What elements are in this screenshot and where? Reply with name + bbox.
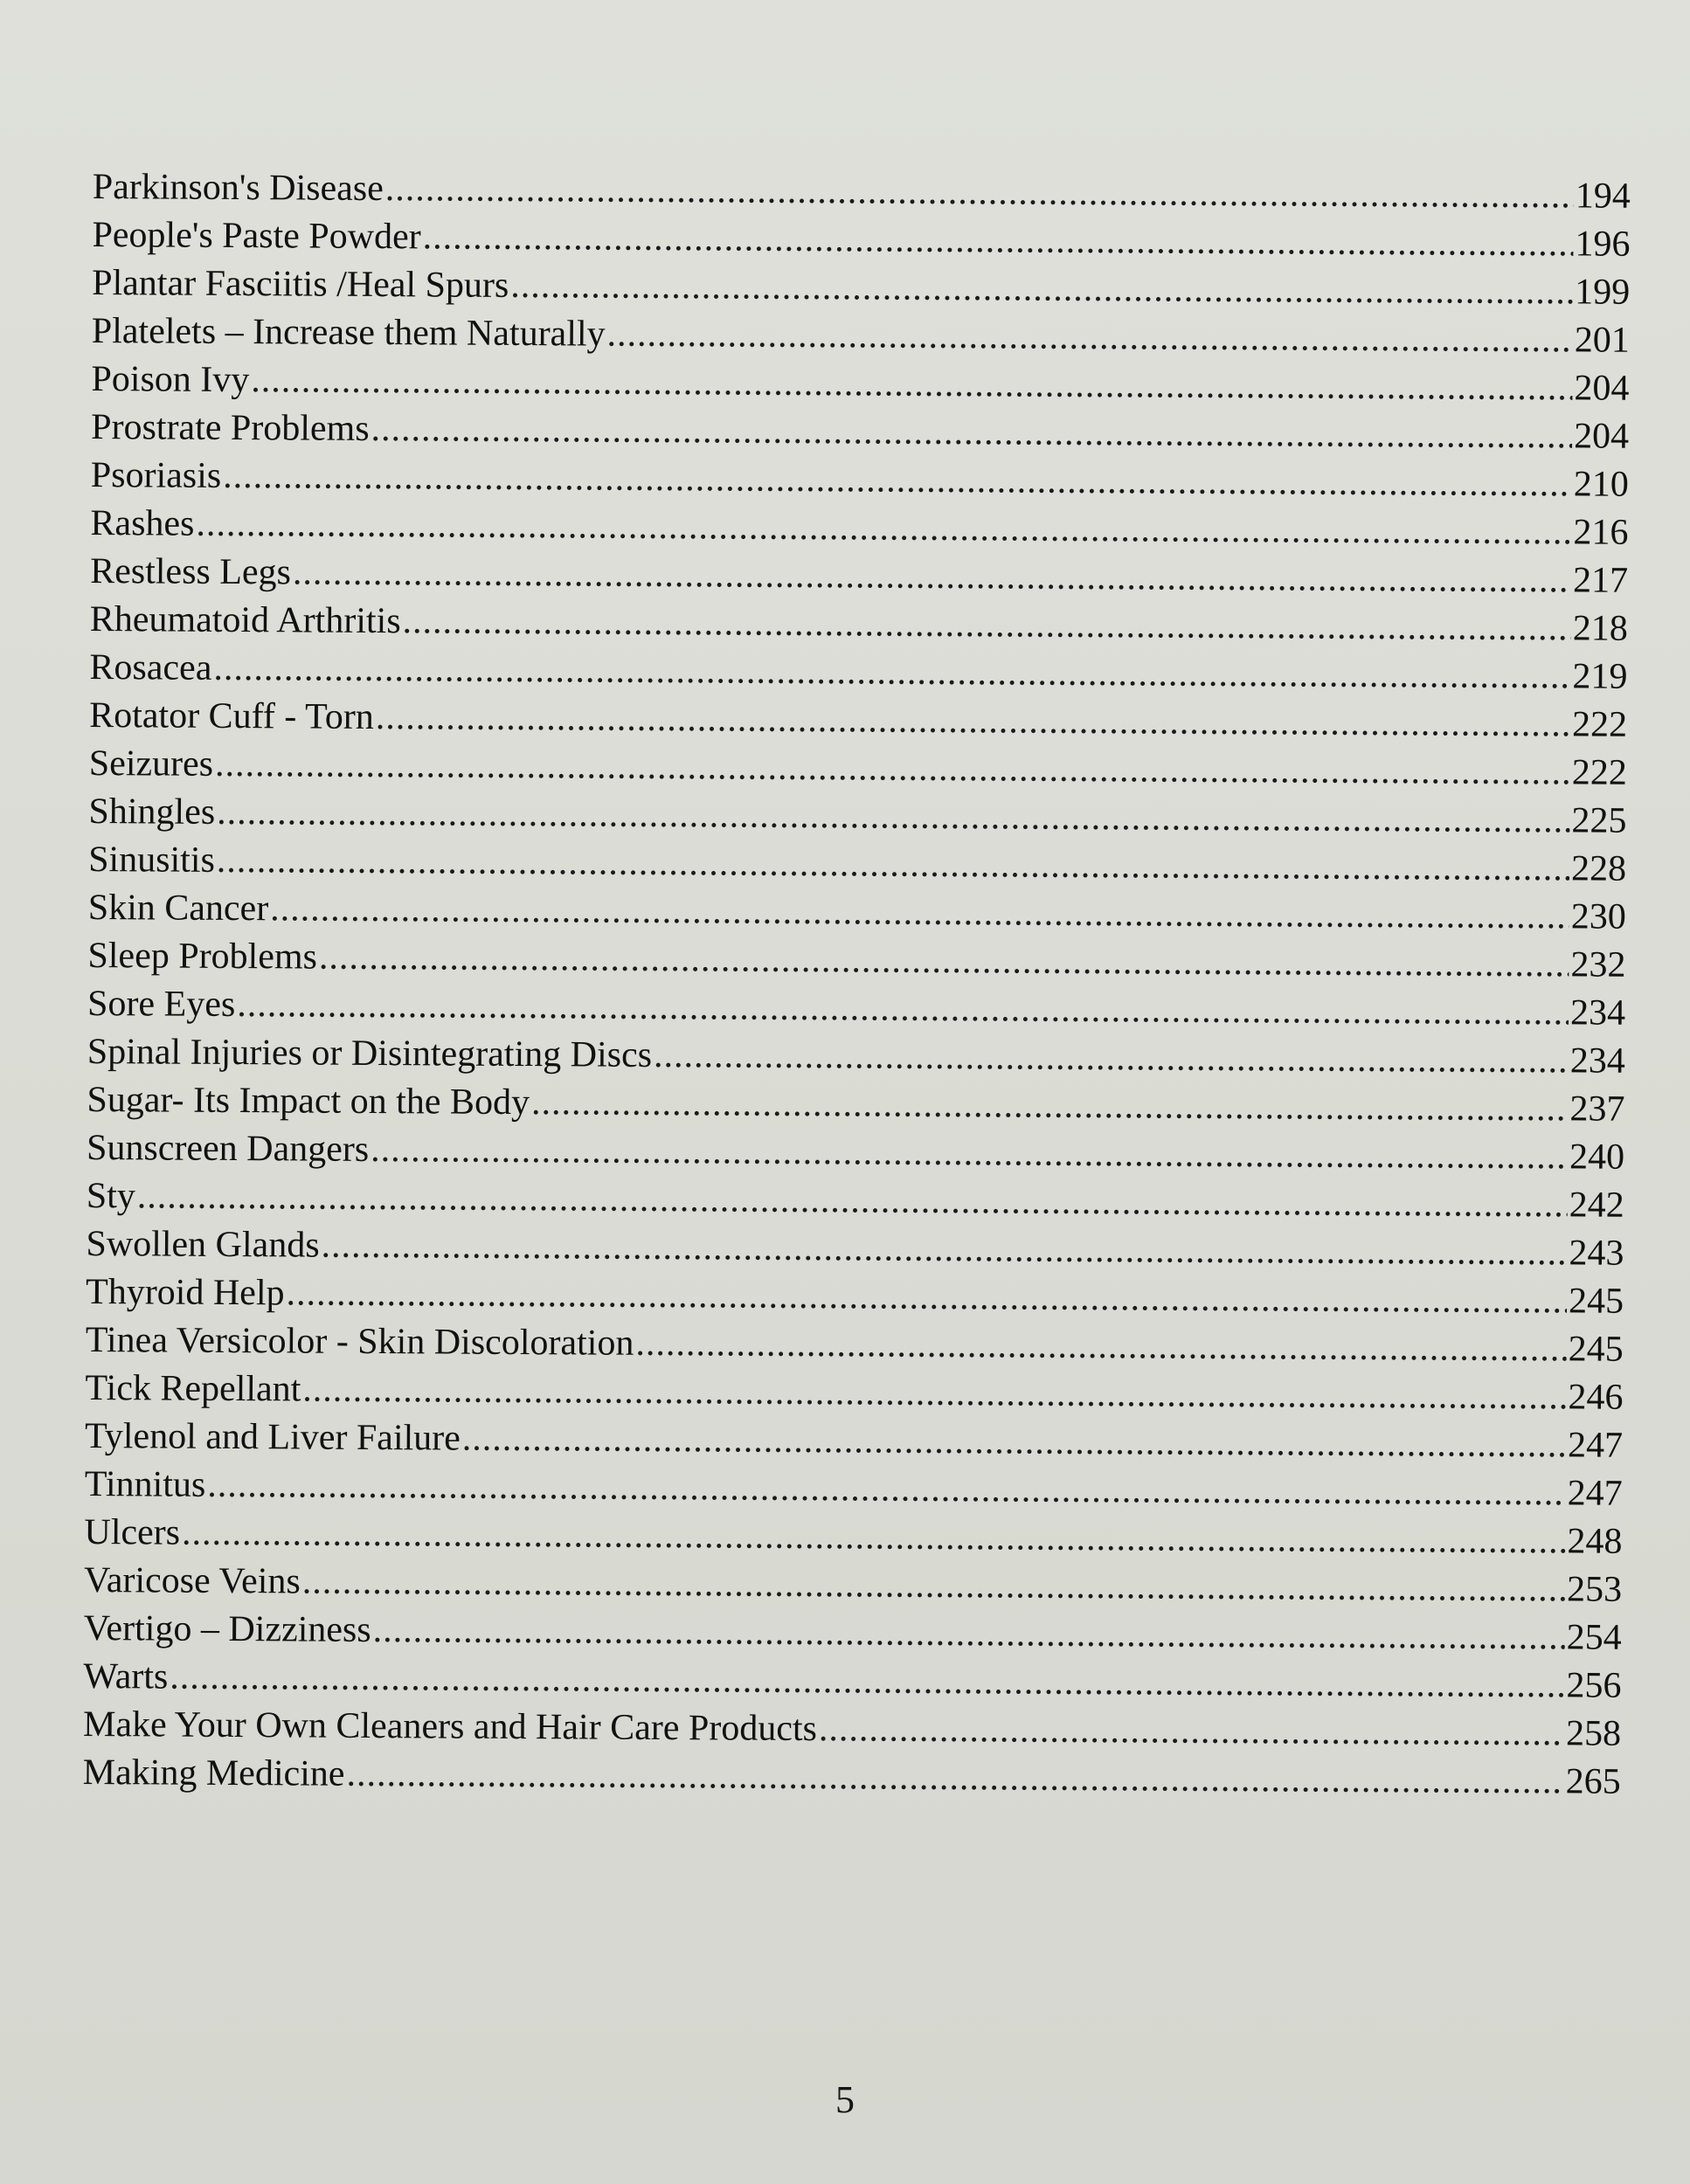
toc-entry-title: Psoriasis [90,454,222,496]
toc-entry-page: 218 [1572,608,1628,649]
toc-entry-page: 240 [1569,1137,1625,1178]
toc-entry-page: 256 [1566,1665,1622,1706]
table-of-contents [83,166,1631,1809]
toc-entry-title: Sty [86,1175,135,1217]
toc-entry-page: 234 [1569,992,1626,1033]
toc-entry-page: 222 [1571,704,1628,745]
toc-entry-title: Seizures [88,743,214,784]
dot-leader [510,265,1573,313]
dot-leader [217,791,1570,841]
dot-leader [321,1225,1567,1275]
toc-entry-page: 265 [1565,1761,1621,1802]
page-number: 5 [835,2078,855,2121]
toc-entry-title: Tick Repellant [85,1367,301,1410]
dot-leader [286,1272,1567,1322]
toc-entry-title: Prostrate Problems [91,406,370,449]
toc-entry-page: 254 [1566,1617,1622,1658]
toc-entry-title: Rosacea [89,646,212,688]
toc-entry-title: Tylenol and Liver Failure [84,1415,461,1459]
dot-leader [654,1034,1569,1082]
dot-leader [385,168,1574,217]
dot-leader [137,1175,1568,1226]
toc-entry-title: Shingles [88,791,216,833]
dot-leader [346,1753,1564,1803]
dot-leader [302,1368,1566,1418]
toc-entry-title: Sleep Problems [87,935,318,978]
toc-entry-page: 194 [1575,176,1631,217]
toc-entry-page: 204 [1574,368,1630,409]
toc-entry-title: Platelets – Increase them Naturally [91,310,606,355]
dot-leader [182,1512,1566,1563]
dot-leader [371,408,1572,457]
toc-entry-title: Rotator Cuff - Torn [89,695,374,737]
toc-entry-title: Poison Ivy [91,358,250,401]
toc-entry-page: 230 [1570,896,1626,937]
dot-leader [423,216,1574,265]
toc-entry-title: Sugar- Its Impact on the Body [87,1079,530,1123]
dot-leader [819,1708,1564,1754]
toc-entry-page: 217 [1572,560,1629,601]
dot-leader [196,503,1571,554]
dot-leader [635,1323,1567,1371]
toc-entry-page: 246 [1568,1377,1624,1418]
toc-entry-title: Plantar Fasciitis /Heal Spurs [92,262,509,306]
toc-entry-page: 245 [1568,1329,1624,1370]
toc-entry-page: 237 [1569,1089,1625,1130]
dot-leader [371,1129,1568,1178]
dot-leader [207,1464,1566,1514]
toc-entry-page: 248 [1567,1521,1623,1562]
toc-entry-page: 216 [1573,512,1629,553]
dot-leader [462,1418,1567,1467]
toc-entry-title: Tinnitus [84,1463,206,1505]
toc-entry-page: 245 [1568,1281,1624,1322]
dot-leader [223,455,1572,505]
toc-entry-page: 219 [1572,656,1628,697]
toc-entry-title: Make Your Own Cleaners and Hair Care Products [82,1704,818,1750]
toc-entry-page: 242 [1569,1185,1624,1226]
toc-entry-title: Rashes [90,502,195,544]
toc-entry-page: 253 [1566,1569,1623,1610]
dot-leader [373,1609,1565,1658]
toc-entry-title: Parkinson's Disease [92,166,384,210]
dot-leader [319,936,1569,986]
toc-entry-title: Restless Legs [90,550,292,593]
dot-leader [213,647,1570,697]
toc-entry-page: 228 [1570,848,1627,889]
toc-entry-page: 232 [1570,944,1626,985]
toc-entry-page: 234 [1569,1040,1625,1082]
toc-entry-title: Rheumatoid Arthritis [89,598,401,642]
dot-leader [251,359,1572,409]
dot-leader [302,1560,1566,1610]
toc-entry-page: 247 [1567,1473,1623,1514]
dot-leader [606,314,1572,362]
toc-entry-title: Sunscreen Dangers [86,1127,370,1170]
toc-entry-page: 199 [1575,272,1631,313]
toc-entry-page: 196 [1575,224,1631,265]
dot-leader [270,888,1569,937]
toc-entry-title: Thyroid Help [85,1271,285,1314]
toc-entry-page: 201 [1574,320,1630,361]
dot-leader [170,1656,1564,1707]
dot-leader [531,1082,1569,1130]
toc-entry-page: 210 [1573,464,1629,505]
toc-entry-title: Sinusitis [88,839,216,881]
toc-entry-page: 225 [1571,800,1627,841]
dot-leader [402,600,1570,649]
toc-entry-title: Vertigo – Dizziness [83,1607,371,1650]
toc-entry [83,1752,1621,1809]
dot-leader [293,551,1571,601]
toc-entry-title: Sore Eyes [87,983,236,1026]
toc-entry-page: 258 [1565,1713,1622,1754]
toc-entry-page: 247 [1567,1425,1624,1466]
toc-entry-title: Making Medicine [82,1752,345,1794]
toc-entry-title: People's Paste Powder [92,214,421,258]
dot-leader [215,743,1570,793]
toc-entry-title: Swollen Glands [86,1223,320,1266]
dot-leader [237,984,1569,1033]
toc-entry-page: 243 [1569,1233,1624,1274]
dot-leader [376,696,1571,745]
toc-entry-title: Warts [83,1655,169,1697]
toc-entry-title: Ulcers [84,1511,181,1553]
toc-entry-title: Spinal Injuries or Disintegrating Discs [87,1031,653,1075]
toc-entry-title: Varicose Veins [83,1559,301,1602]
toc-entry-page: 222 [1571,752,1627,793]
dot-leader [217,840,1570,889]
toc-entry-page: 204 [1574,416,1630,457]
toc-entry-title: Skin Cancer [87,887,269,930]
toc-entry-title: Tinea Versicolor - Skin Discoloration [85,1319,634,1364]
